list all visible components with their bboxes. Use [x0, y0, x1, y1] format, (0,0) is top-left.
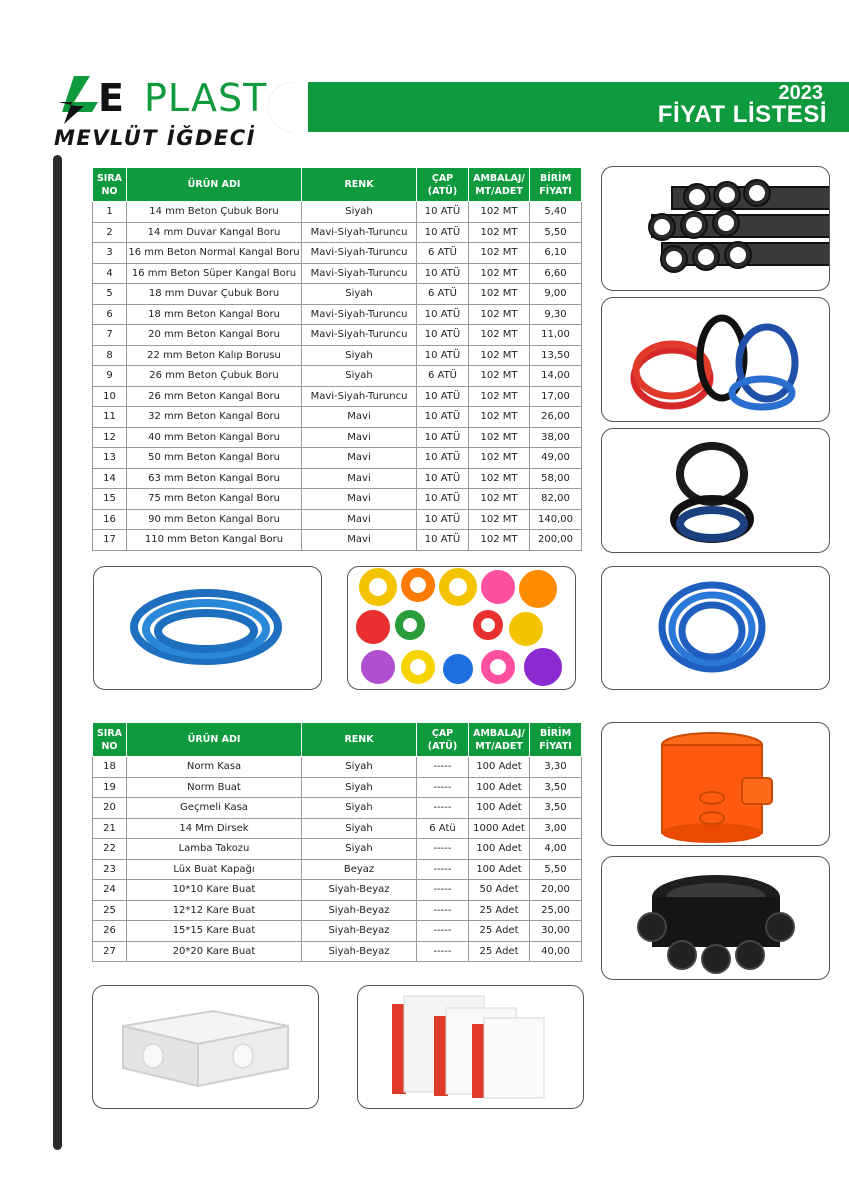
cell-product-name: 22 mm Beton Kalıp Borusu: [127, 345, 302, 366]
cell-unit-price: 6,60: [530, 263, 582, 284]
cell-unit-price: 200,00: [530, 530, 582, 551]
cell-color: Mavi: [302, 489, 417, 510]
cell-color: Mavi-Siyah-Turuncu: [302, 263, 417, 284]
cell-no: 7: [93, 325, 127, 346]
table-row: [93, 448, 582, 469]
cell-diameter: 10 ATÜ: [417, 468, 469, 489]
table-row: [93, 325, 582, 346]
cell-package: 102 MT: [469, 222, 530, 243]
cell-color: Siyah-Beyaz: [302, 900, 417, 921]
cell-diameter: 10 ATÜ: [417, 304, 469, 325]
table-row: [93, 304, 582, 325]
table-row: [93, 798, 582, 819]
cell-package: 102 MT: [469, 202, 530, 223]
white-junction-box-icon: [93, 986, 318, 1108]
white-junction-box-image: [92, 985, 319, 1109]
black-pipes-icon: [602, 167, 829, 290]
cell-no: 21: [93, 818, 127, 839]
cell-unit-price: 9,00: [530, 284, 582, 305]
cell-color: Mavi: [302, 407, 417, 428]
cell-unit-price: 58,00: [530, 468, 582, 489]
table-row: [93, 777, 582, 798]
cell-no: 16: [93, 509, 127, 530]
table-row: [93, 366, 582, 387]
cell-package: 50 Adet: [469, 880, 530, 901]
table-row: [93, 284, 582, 305]
cell-package: 102 MT: [469, 448, 530, 469]
cell-unit-price: 3,30: [530, 757, 582, 778]
table-row: [93, 530, 582, 551]
cell-diameter: 10 ATÜ: [417, 263, 469, 284]
cell-color: Mavi: [302, 427, 417, 448]
cell-no: 10: [93, 386, 127, 407]
pipe-price-table: [92, 167, 582, 551]
cell-package: 100 Adet: [469, 757, 530, 778]
cell-product-name: 90 mm Beton Kangal Boru: [127, 509, 302, 530]
cell-color: Mavi: [302, 448, 417, 469]
cell-diameter: -----: [417, 880, 469, 901]
cell-package: 100 Adet: [469, 798, 530, 819]
cell-unit-price: 13,50: [530, 345, 582, 366]
cell-unit-price: 3,00: [530, 818, 582, 839]
orange-junction-box-icon: [602, 723, 829, 845]
brand-letter-e: E: [98, 76, 123, 120]
cell-package: 102 MT: [469, 243, 530, 264]
cell-package: 102 MT: [469, 489, 530, 510]
cell-unit-price: 5,40: [530, 202, 582, 223]
cell-unit-price: 9,30: [530, 304, 582, 325]
cell-no: 2: [93, 222, 127, 243]
cell-diameter: 10 ATÜ: [417, 448, 469, 469]
cell-product-name: Lüx Buat Kapağı: [127, 859, 302, 880]
colorful-pipes-image: [347, 566, 576, 690]
cell-product-name: Lamba Takozu: [127, 839, 302, 860]
cell-color: Mavi-Siyah-Turuncu: [302, 304, 417, 325]
brand-logo: [54, 72, 314, 162]
col-ambalaj: AMBALAJ/ MT/ADET: [469, 168, 530, 202]
cell-product-name: Norm Kasa: [127, 757, 302, 778]
cell-unit-price: 25,00: [530, 900, 582, 921]
cell-no: 15: [93, 489, 127, 510]
cell-unit-price: 4,00: [530, 839, 582, 860]
cell-product-name: 50 mm Beton Kangal Boru: [127, 448, 302, 469]
cell-diameter: 10 ATÜ: [417, 222, 469, 243]
cell-diameter: 10 ATÜ: [417, 427, 469, 448]
cell-color: Mavi: [302, 468, 417, 489]
table-row: [93, 468, 582, 489]
cell-no: 25: [93, 900, 127, 921]
cell-product-name: 15*15 Kare Buat: [127, 921, 302, 942]
cell-diameter: 10 ATÜ: [417, 202, 469, 223]
cell-unit-price: 6,10: [530, 243, 582, 264]
cell-product-name: 32 mm Beton Kangal Boru: [127, 407, 302, 428]
red-panel-boxes-icon: [358, 986, 583, 1108]
cell-color: Mavi-Siyah-Turuncu: [302, 386, 417, 407]
cell-diameter: -----: [417, 798, 469, 819]
col-birim-fiyati: BİRİM FİYATI: [530, 168, 582, 202]
cell-no: 17: [93, 530, 127, 551]
cell-no: 23: [93, 859, 127, 880]
cell-product-name: Geçmeli Kasa: [127, 798, 302, 819]
cell-color: Mavi: [302, 530, 417, 551]
orange-junction-box-image: [601, 722, 830, 846]
cell-package: 102 MT: [469, 325, 530, 346]
blue-coil-image: [601, 566, 830, 690]
brand-plast: PLAST: [144, 76, 268, 120]
cell-product-name: 14 mm Duvar Kangal Boru: [127, 222, 302, 243]
cell-no: 11: [93, 407, 127, 428]
cell-no: 24: [93, 880, 127, 901]
cell-no: 22: [93, 839, 127, 860]
cell-package: 102 MT: [469, 427, 530, 448]
cell-unit-price: 26,00: [530, 407, 582, 428]
cell-color: Beyaz: [302, 859, 417, 880]
cell-package: 102 MT: [469, 407, 530, 428]
table-row: [93, 427, 582, 448]
cell-unit-price: 38,00: [530, 427, 582, 448]
cell-color: Mavi-Siyah-Turuncu: [302, 222, 417, 243]
cell-color: Siyah: [302, 284, 417, 305]
black-junction-box-image: [601, 856, 830, 980]
cell-product-name: 63 mm Beton Kangal Boru: [127, 468, 302, 489]
cell-color: Siyah: [302, 798, 417, 819]
cell-no: 27: [93, 941, 127, 962]
cell-package: 102 MT: [469, 386, 530, 407]
cell-no: 26: [93, 921, 127, 942]
cell-no: 1: [93, 202, 127, 223]
pipe-coils-image: [601, 297, 830, 422]
cell-diameter: -----: [417, 757, 469, 778]
cell-package: 25 Adet: [469, 941, 530, 962]
cell-color: Siyah: [302, 345, 417, 366]
cell-product-name: 110 mm Beton Kangal Boru: [127, 530, 302, 551]
table-row: [93, 859, 582, 880]
cell-color: Mavi: [302, 509, 417, 530]
table-row: [93, 818, 582, 839]
cell-product-name: 14 Mm Dirsek: [127, 818, 302, 839]
cell-diameter: -----: [417, 777, 469, 798]
cell-product-name: 18 mm Duvar Çubuk Boru: [127, 284, 302, 305]
cell-diameter: 10 ATÜ: [417, 509, 469, 530]
table-row: [93, 489, 582, 510]
table-row: [93, 921, 582, 942]
table-row: [93, 839, 582, 860]
table-row: [93, 345, 582, 366]
cell-unit-price: 30,00: [530, 921, 582, 942]
cell-diameter: -----: [417, 859, 469, 880]
cell-diameter: 10 ATÜ: [417, 386, 469, 407]
col-cap: ÇAP (ATÜ): [417, 723, 469, 757]
blue-hose-coil-image: [93, 566, 322, 690]
cell-package: 102 MT: [469, 304, 530, 325]
cell-product-name: 18 mm Beton Kangal Boru: [127, 304, 302, 325]
cell-no: 12: [93, 427, 127, 448]
cell-unit-price: 140,00: [530, 509, 582, 530]
cell-color: Siyah: [302, 757, 417, 778]
table-row: [93, 757, 582, 778]
table-row: [93, 407, 582, 428]
col-sira-no: SIRA NO: [93, 168, 127, 202]
cell-diameter: -----: [417, 921, 469, 942]
col-ambalaj: AMBALAJ/ MT/ADET: [469, 723, 530, 757]
cell-no: 5: [93, 284, 127, 305]
cell-color: Siyah: [302, 839, 417, 860]
cell-diameter: 10 ATÜ: [417, 345, 469, 366]
table-row: [93, 880, 582, 901]
black-pipes-image: [601, 166, 830, 291]
cell-no: 3: [93, 243, 127, 264]
cell-color: Siyah-Beyaz: [302, 880, 417, 901]
cell-no: 8: [93, 345, 127, 366]
cell-package: 25 Adet: [469, 900, 530, 921]
cell-product-name: 40 mm Beton Kangal Boru: [127, 427, 302, 448]
cell-product-name: 16 mm Beton Normal Kangal Boru: [127, 243, 302, 264]
table-row: [93, 243, 582, 264]
accessory-price-table: [92, 722, 582, 962]
cell-package: 102 MT: [469, 263, 530, 284]
cell-product-name: 16 mm Beton Süper Kangal Boru: [127, 263, 302, 284]
cell-package: 102 MT: [469, 509, 530, 530]
cell-no: 13: [93, 448, 127, 469]
price-list-year: 2023: [778, 82, 823, 104]
cell-no: 4: [93, 263, 127, 284]
col-renk: RENK: [302, 723, 417, 757]
cell-diameter: 6 ATÜ: [417, 366, 469, 387]
cell-product-name: 10*10 Kare Buat: [127, 880, 302, 901]
cell-package: 102 MT: [469, 530, 530, 551]
cell-diameter: -----: [417, 839, 469, 860]
cell-no: 9: [93, 366, 127, 387]
cell-diameter: 10 ATÜ: [417, 489, 469, 510]
col-cap: ÇAP (ATÜ): [417, 168, 469, 202]
cell-package: 100 Adet: [469, 839, 530, 860]
cell-package: 102 MT: [469, 345, 530, 366]
black-blue-coil-image: [601, 428, 830, 553]
cell-unit-price: 17,00: [530, 386, 582, 407]
col-urun-adi: ÜRÜN ADI: [127, 723, 302, 757]
cell-no: 14: [93, 468, 127, 489]
cell-no: 20: [93, 798, 127, 819]
cell-product-name: 26 mm Beton Kangal Boru: [127, 386, 302, 407]
cell-package: 102 MT: [469, 284, 530, 305]
cell-product-name: 12*12 Kare Buat: [127, 900, 302, 921]
left-accent-bar: [53, 155, 62, 1150]
table-row: [93, 386, 582, 407]
cell-unit-price: 5,50: [530, 859, 582, 880]
cell-diameter: 6 Atü: [417, 818, 469, 839]
cell-package: 1000 Adet: [469, 818, 530, 839]
col-renk: RENK: [302, 168, 417, 202]
pipe-coils-icon: [602, 298, 829, 421]
cell-no: 19: [93, 777, 127, 798]
cell-unit-price: 40,00: [530, 941, 582, 962]
cell-diameter: -----: [417, 900, 469, 921]
colorful-pipes-icon: [348, 567, 575, 689]
cell-package: 102 MT: [469, 468, 530, 489]
cell-diameter: 10 ATÜ: [417, 407, 469, 428]
cell-unit-price: 14,00: [530, 366, 582, 387]
cell-color: Siyah: [302, 818, 417, 839]
cell-color: Siyah-Beyaz: [302, 941, 417, 962]
col-birim-fiyati: BİRİM FİYATI: [530, 723, 582, 757]
brand-subtitle: MEVLÜT İĞDECİ: [54, 126, 256, 150]
cell-product-name: 14 mm Beton Çubuk Boru: [127, 202, 302, 223]
cell-package: 100 Adet: [469, 859, 530, 880]
cell-diameter: -----: [417, 941, 469, 962]
table-row: [93, 509, 582, 530]
cell-package: 102 MT: [469, 366, 530, 387]
table-row: [93, 900, 582, 921]
cell-unit-price: 49,00: [530, 448, 582, 469]
cell-color: Siyah-Beyaz: [302, 921, 417, 942]
table-row: [93, 202, 582, 223]
cell-color: Siyah: [302, 366, 417, 387]
cell-unit-price: 3,50: [530, 777, 582, 798]
cell-unit-price: 11,00: [530, 325, 582, 346]
blue-hose-coil-icon: [94, 567, 321, 689]
black-junction-box-icon: [602, 857, 829, 979]
cell-unit-price: 20,00: [530, 880, 582, 901]
cell-unit-price: 5,50: [530, 222, 582, 243]
cell-diameter: 6 ATÜ: [417, 243, 469, 264]
cell-no: 18: [93, 757, 127, 778]
table-row: [93, 263, 582, 284]
cell-diameter: 6 ATÜ: [417, 284, 469, 305]
table-row: [93, 941, 582, 962]
lightning-logo-icon: [54, 76, 100, 124]
cell-no: 6: [93, 304, 127, 325]
cell-unit-price: 3,50: [530, 798, 582, 819]
price-list-title: FİYAT LİSTESİ: [657, 101, 827, 128]
cell-diameter: 10 ATÜ: [417, 325, 469, 346]
table-header-row: [93, 723, 582, 757]
cell-package: 25 Adet: [469, 921, 530, 942]
black-blue-coil-icon: [602, 429, 829, 552]
table-header-row: [93, 168, 582, 202]
cell-product-name: 26 mm Beton Çubuk Boru: [127, 366, 302, 387]
cell-unit-price: 82,00: [530, 489, 582, 510]
cell-color: Siyah: [302, 202, 417, 223]
red-panel-boxes-image: [357, 985, 584, 1109]
cell-product-name: 75 mm Beton Kangal Boru: [127, 489, 302, 510]
table-row: [93, 222, 582, 243]
col-urun-adi: ÜRÜN ADI: [127, 168, 302, 202]
cell-package: 100 Adet: [469, 777, 530, 798]
cell-color: Mavi-Siyah-Turuncu: [302, 325, 417, 346]
cell-color: Mavi-Siyah-Turuncu: [302, 243, 417, 264]
cell-product-name: 20 mm Beton Kangal Boru: [127, 325, 302, 346]
cell-product-name: 20*20 Kare Buat: [127, 941, 302, 962]
cell-diameter: 10 ATÜ: [417, 530, 469, 551]
blue-coil-icon: [602, 567, 829, 689]
col-sira-no: SIRA NO: [93, 723, 127, 757]
cell-color: Siyah: [302, 777, 417, 798]
cell-product-name: Norm Buat: [127, 777, 302, 798]
